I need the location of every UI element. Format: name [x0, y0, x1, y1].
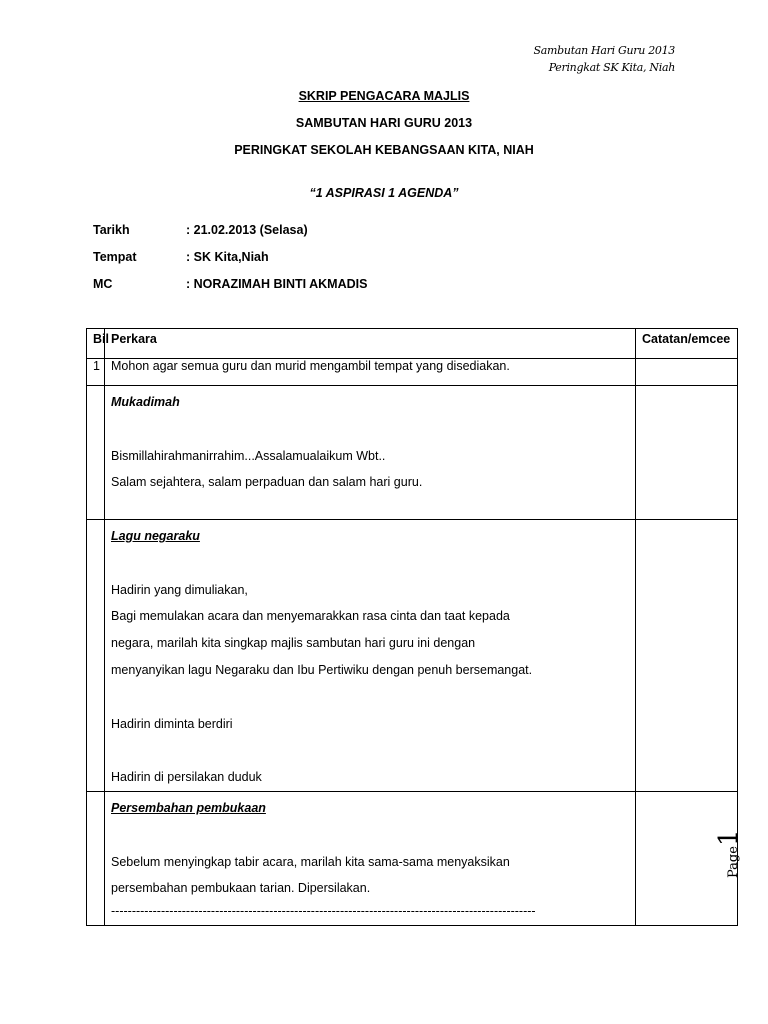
row-notes: [636, 359, 738, 386]
info-label: Tarikh: [93, 223, 130, 237]
section-heading: Mukadimah: [111, 395, 180, 409]
section-line: Hadirin di persilakan duduk: [111, 770, 262, 785]
section-divider: ------------------------------------------------------------------------------------------------------: [111, 904, 536, 919]
section-line: negara, marilah kita singkap majlis sambutan hari guru ini dengan: [111, 636, 476, 651]
page-number: [714, 830, 744, 878]
section-line: Hadirin diminta berdiri: [111, 716, 233, 731]
section-persembahan-pembukaan: [105, 792, 636, 926]
row-text: Mohon agar semua guru dan murid mengambil tempat yang disediakan.: [105, 359, 636, 386]
table-row: [87, 520, 738, 792]
section-line: Sebelum menyingkap tabir acara, marilah kita sama-sama menyaksikan: [111, 854, 510, 869]
info-value: : NORAZIMAH BINTI AKMADIS: [186, 277, 368, 291]
table-row: [87, 792, 738, 926]
table-row: [87, 386, 738, 520]
info-value: : 21.02.2013 (Selasa): [186, 223, 308, 237]
info-row-date: [93, 223, 308, 237]
row-number: [87, 520, 105, 792]
section-line: Salam sejahtera, salam perpaduan dan salam hari guru.: [111, 475, 423, 490]
row-number: [87, 386, 105, 520]
section-line: persembahan pembukaan tarian. Dipersilakan.: [111, 881, 371, 896]
info-row-venue: [93, 250, 269, 264]
info-row-mc: [93, 277, 367, 291]
row-number: 1: [87, 359, 105, 386]
section-line: Hadirin yang dimuliakan,: [111, 582, 248, 597]
row-number: [87, 792, 105, 926]
page-number-value: 1: [714, 829, 744, 847]
event-title: SAMBUTAN HARI GURU 2013: [295, 116, 473, 130]
row-notes: [636, 520, 738, 792]
document-title: SKRIP PENGACARA MAJLIS: [298, 89, 470, 103]
section-lagu-negaraku: [105, 520, 636, 792]
column-header-bil: Bil: [87, 329, 105, 359]
section-line: Bismillahirahmanirrahim...Assalamualaikum Wbt..: [111, 448, 386, 463]
running-header-event: Sambutan Hari Guru 2013: [533, 44, 675, 57]
section-heading: Persembahan pembukaan: [111, 801, 266, 815]
script-table: [86, 328, 738, 926]
info-value: : SK Kita,Niah: [186, 250, 269, 264]
column-header-perkara: Perkara: [105, 329, 636, 359]
table-row: [87, 359, 738, 386]
page-word: Page: [726, 846, 741, 878]
running-header-venue: Peringkat SK Kita, Niah: [548, 61, 675, 74]
section-mukadimah: [105, 386, 636, 520]
section-line: menyanyikan lagu Negaraku dan Ibu Pertiwiku dengan penuh bersemangat.: [111, 662, 533, 677]
row-notes: [636, 386, 738, 520]
column-header-catatan: Catatan/emcee: [636, 329, 738, 359]
section-line: Bagi memulakan acara dan menyemarakkan rasa cinta dan taat kepada: [111, 609, 510, 624]
event-theme: “1 ASPIRASI 1 AGENDA”: [309, 186, 459, 200]
info-label: MC: [93, 277, 113, 291]
table-header-row: [87, 329, 738, 359]
event-level: PERINGKAT SEKOLAH KEBANGSAAN KITA, NIAH: [234, 143, 534, 157]
info-label: Tempat: [93, 250, 137, 264]
section-heading: Lagu negaraku: [111, 529, 200, 543]
